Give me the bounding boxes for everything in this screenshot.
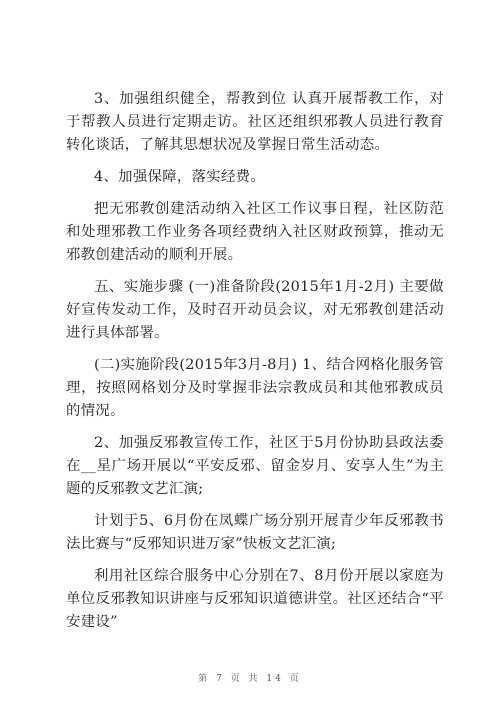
paragraph-guarantee-heading: 4、加强保障，落实经费。 (94, 169, 266, 185)
paragraph-community-service: 利用社区综合服务中心分别在7、8月份开展以家庭为单位反邪教知识讲座与反邪知识道德讲堂。社区还结合“平安建设” (66, 568, 444, 630)
paragraph-publicity: 2、加强反邪教宣传工作，社区于5月份协助县政法委在__星广场开展以“平安反邪、留金岁月、安享人生”为主题的反邪教文艺汇演; (66, 435, 444, 497)
page-number-footer: 第 7 页 共 14 页 (198, 674, 302, 684)
paragraph-implementation-phase: (二)实施阶段(2015年3月-8月) 1、结合网格化服务管理，按照网格划分及时掌握非法宗教成员和其他邪教成员的情况。 (66, 357, 444, 419)
paragraph-plan: 计划于5、6月份在凤蝶广场分别开展青少年反邪教书法比赛与“反邪知识进万家”快板文艺汇演; (66, 513, 444, 552)
paragraph-funding: 把无邪教创建活动纳入社区工作议事日程，社区防范和处理邪教工作业务各项经费纳入社区财政预算，推动无邪教创建活动的顺利开展。 (66, 201, 444, 263)
document-body (66, 88, 444, 643)
paragraph-organization: 3、加强组织健全，帮教到位 认真开展帮教工作，对于帮教人员进行定期走访。社区还组织邪教人员进行教育转化谈话，了解其思想状况及掌握日常生活动态。 (66, 91, 444, 153)
paragraph-implementation-steps: 五、实施步骤 (一)准备阶段(2015年1月-2月) 主要做好宣传发动工作，及时召开动员会议，对无邪教创建活动进行具体部署。 (66, 279, 444, 341)
